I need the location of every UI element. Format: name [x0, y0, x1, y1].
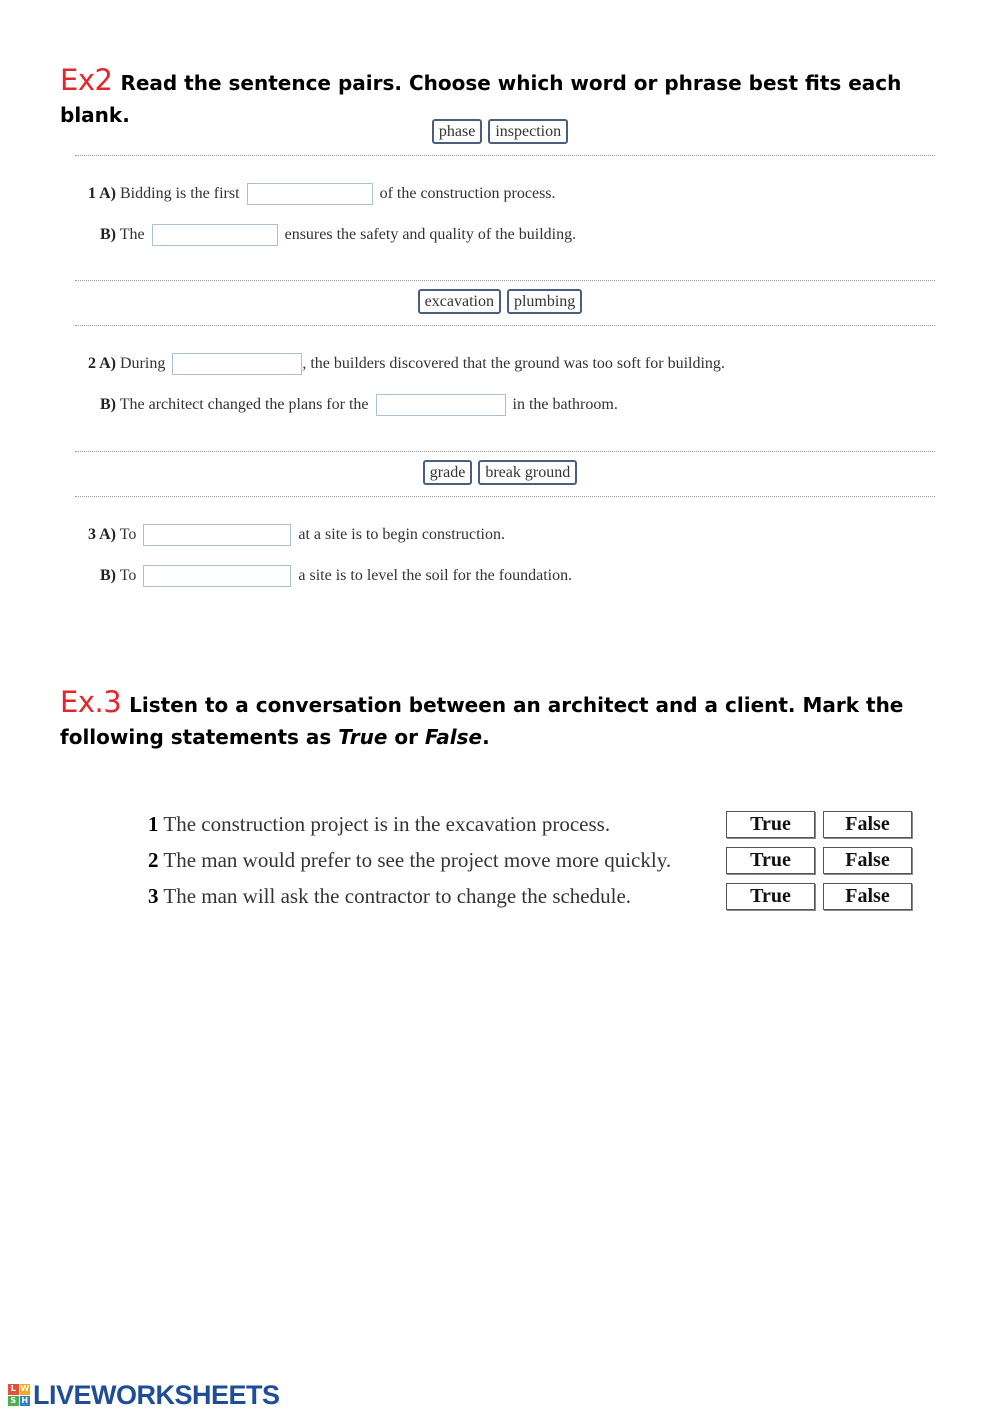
statement-row: [148, 808, 918, 844]
answer-blank[interactable]: [376, 394, 506, 416]
sentence-1a: [88, 183, 556, 205]
word-bank-2: [0, 289, 1000, 314]
word-chip[interactable]: excavation: [418, 289, 501, 314]
divider: [75, 325, 935, 326]
true-false-table: [148, 808, 918, 916]
statement-label: The construction project is in the excavation process.: [163, 812, 611, 836]
sentence-text: During: [120, 355, 166, 372]
sentence-text: a site is to level the soil for the foundation.: [298, 567, 573, 584]
logo-text: LIVEWORKSHEETS: [33, 1379, 280, 1410]
word-chip[interactable]: break ground: [478, 460, 577, 485]
sentence-number: B): [100, 396, 116, 413]
answer-blank[interactable]: [152, 224, 278, 246]
sentence-text: , the builders discovered that the ground was too soft for building.: [302, 355, 725, 372]
word-chip[interactable]: inspection: [488, 119, 568, 144]
ex3-instruction: Listen to a conversation between an architect and a client. Mark the following statements as: [60, 693, 904, 749]
divider: [75, 451, 935, 452]
sentence-text: of the construction process.: [379, 185, 556, 202]
sentence-2b: [100, 394, 618, 416]
word-chip[interactable]: plumbing: [507, 289, 582, 314]
ex3-true-word: True: [338, 725, 388, 749]
sentence-number: B): [100, 567, 116, 584]
sentence-text: at a site is to begin construction.: [298, 526, 505, 543]
statement-text: [148, 848, 671, 873]
sentence-text: Bidding is the first: [120, 185, 240, 202]
false-button[interactable]: False: [823, 811, 912, 838]
sentence-3b: [100, 565, 572, 587]
sentence-2a: [88, 353, 725, 375]
divider: [75, 155, 935, 156]
sentence-number: B): [100, 226, 116, 243]
ex3-false-word: False: [424, 725, 483, 749]
answer-blank[interactable]: [143, 565, 291, 587]
sentence-text: To: [119, 567, 137, 584]
true-button[interactable]: True: [726, 847, 815, 874]
word-bank-1: [0, 119, 1000, 144]
ex2-number: Ex2: [60, 63, 113, 97]
sentence-number: 1 A): [88, 185, 116, 202]
statement-number: 2: [148, 848, 159, 872]
sentence-text: ensures the safety and quality of the building.: [284, 226, 577, 243]
statement-text: [148, 884, 631, 909]
answer-blank[interactable]: [172, 353, 302, 375]
sentence-text: The architect changed the plans for the: [119, 396, 369, 413]
liveworksheets-logo: [8, 1381, 280, 1409]
false-button[interactable]: False: [823, 847, 912, 874]
ex3-period: .: [482, 725, 490, 749]
sentence-3a: [88, 524, 505, 546]
sentence-number: 3 A): [88, 526, 116, 543]
word-chip[interactable]: grade: [423, 460, 473, 485]
word-chip[interactable]: phase: [432, 119, 482, 144]
statement-number: 3: [148, 884, 159, 908]
true-button[interactable]: True: [726, 883, 815, 910]
sentence-text: in the bathroom.: [512, 396, 618, 413]
sentence-text: To: [119, 526, 137, 543]
statement-label: The man will ask the contractor to change the schedule.: [163, 884, 632, 908]
statement-row: [148, 844, 918, 880]
ex2-instruction: Read the sentence pairs. Choose which word or phrase best fits each blank.: [60, 71, 902, 127]
statement-number: 1: [148, 812, 159, 836]
answer-blank[interactable]: [143, 524, 291, 546]
divider: [75, 280, 935, 281]
sentence-text: The: [119, 226, 145, 243]
ex3-or-word: or: [387, 725, 425, 749]
word-bank-3: [0, 460, 1000, 485]
ex3-number: Ex.3: [60, 685, 122, 719]
false-button[interactable]: False: [823, 883, 912, 910]
answer-blank[interactable]: [247, 183, 373, 205]
divider: [75, 496, 935, 497]
statement-label: The man would prefer to see the project move more quickly.: [163, 848, 672, 872]
true-button[interactable]: True: [726, 811, 815, 838]
sentence-1b: [100, 224, 576, 246]
statement-text: [148, 812, 610, 837]
logo-blocks-icon: L W S H: [8, 1384, 30, 1406]
sentence-number: 2 A): [88, 355, 116, 372]
statement-row: [148, 880, 918, 916]
ex3-heading: [60, 686, 940, 753]
